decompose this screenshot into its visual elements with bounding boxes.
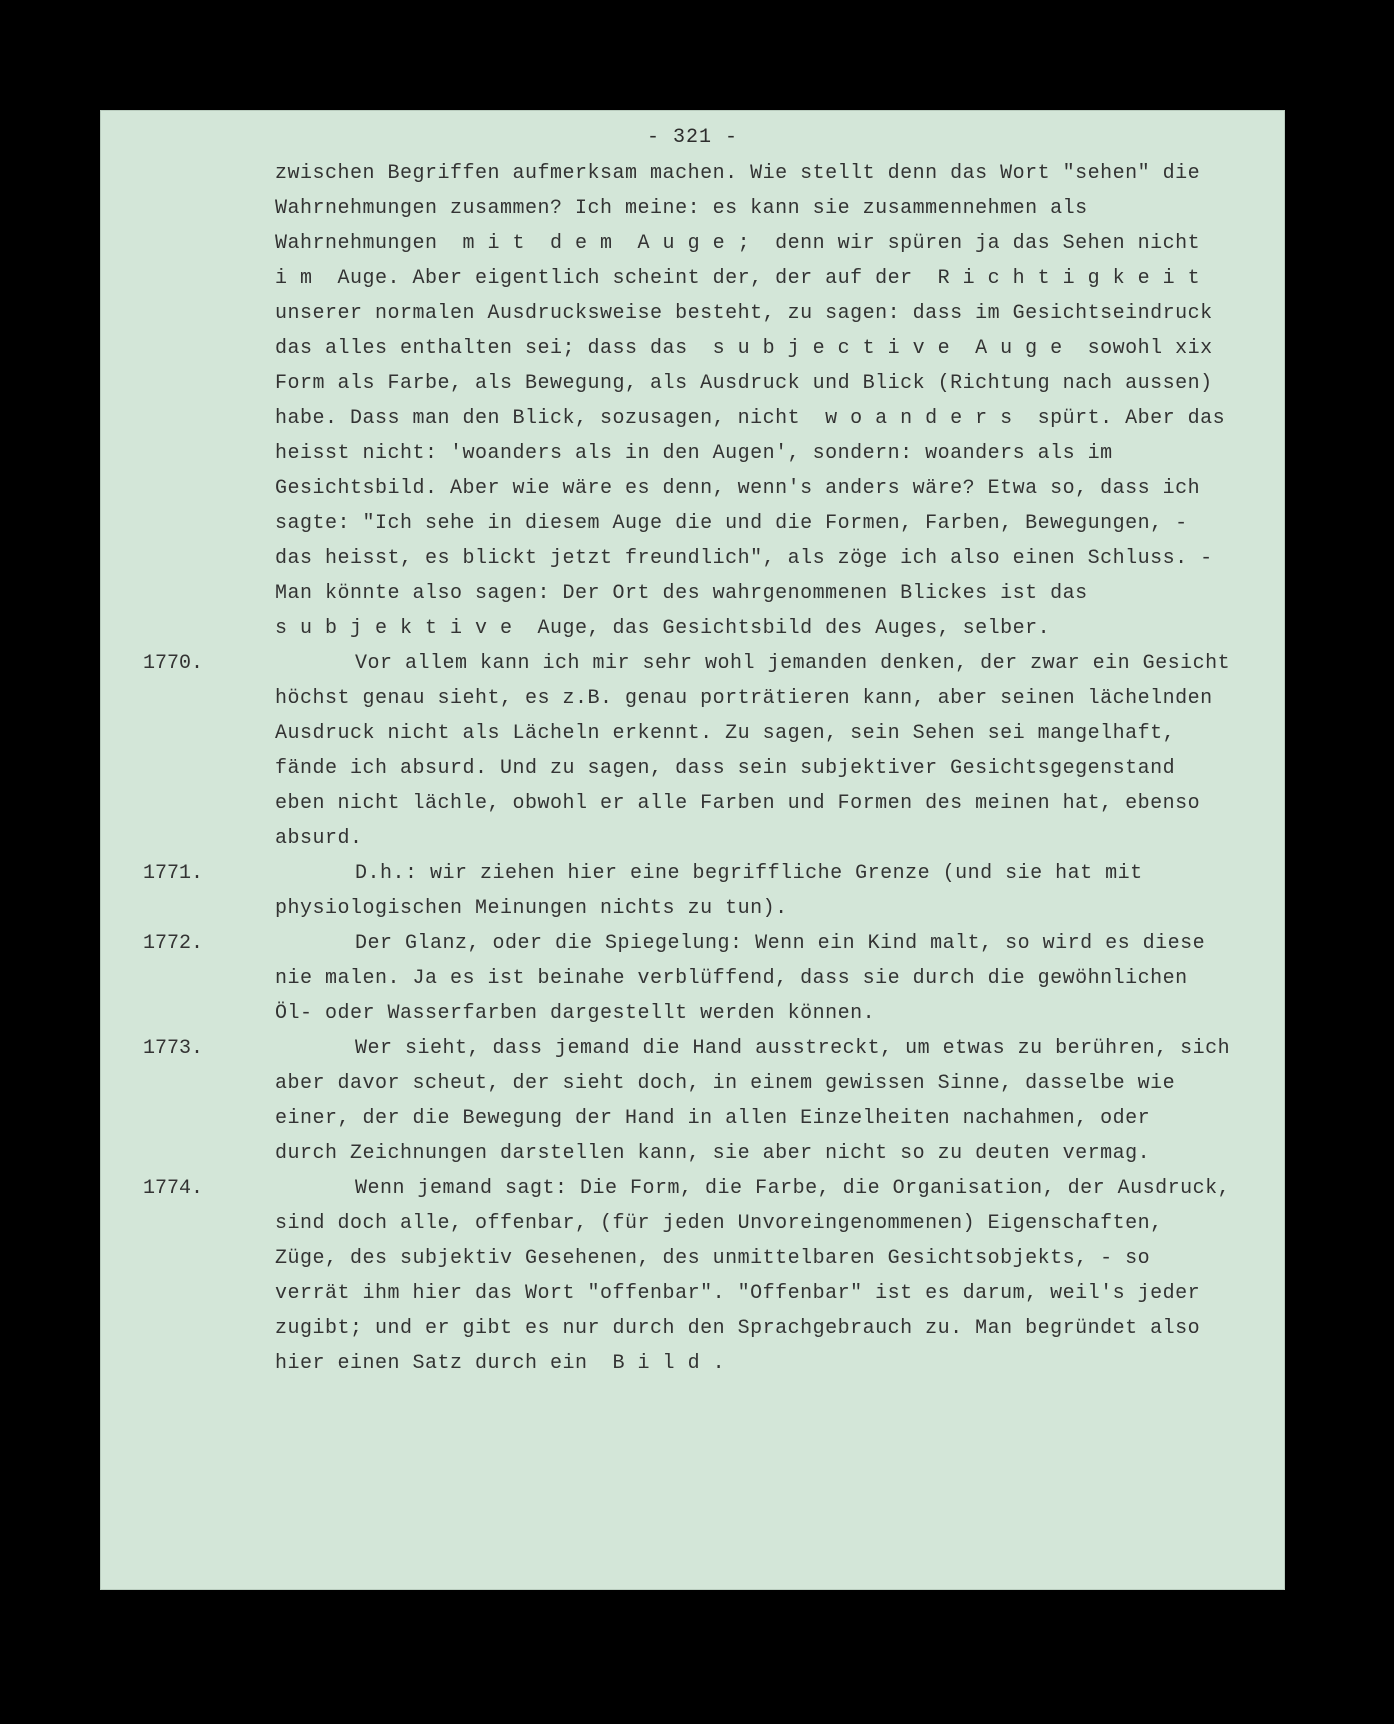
text-line: Wer sieht, dass jemand die Hand ausstreckt, um etwas zu berühren, sich	[355, 1037, 1231, 1060]
text-line: Wahrnehmungen zusammen? Ich meine: es kann sie zusammennehmen als	[275, 197, 1088, 220]
text-line: habe. Dass man den Blick, sozusagen, nicht w o a n d e r s spürt. Aber das	[275, 407, 1226, 430]
text-line: Form als Farbe, als Bewegung, als Ausdruck und Blick (Richtung nach aussen)	[275, 372, 1213, 395]
text-line: heisst nicht: 'woanders als in den Augen', sondern: woanders als im	[275, 442, 1113, 465]
text-line: fände ich absurd. Und zu sagen, dass sein subjektiver Gesichtsgegenstand	[275, 757, 1176, 780]
text-line: das alles enthalten sei; dass das s u b j e c t i v e A u g e sowohl xix	[275, 337, 1213, 360]
remark-number: 1773.	[143, 1037, 204, 1060]
text-line: verrät ihm hier das Wort "offenbar". "Offenbar" ist es darum, weil's jeder	[275, 1282, 1201, 1305]
text-line: D.h.: wir ziehen hier eine begriffliche Grenze (und sie hat mit	[355, 862, 1143, 885]
typescript-page	[100, 110, 1285, 1590]
page-number: - 321 -	[646, 126, 738, 149]
remark-number: 1772.	[143, 932, 204, 955]
text-line: Ausdruck nicht als Lächeln erkennt. Zu sagen, sein Sehen sei mangelhaft,	[275, 722, 1176, 745]
text-line: Öl- oder Wasserfarben dargestellt werden können.	[275, 1002, 876, 1025]
text-line: Wenn jemand sagt: Die Form, die Farbe, die Organisation, der Ausdruck,	[355, 1177, 1231, 1200]
text-line: aber davor scheut, der sieht doch, in einem gewissen Sinne, dasselbe wie	[275, 1072, 1176, 1095]
text-line: Wahrnehmungen m i t d e m A u g e ; denn wir spüren ja das Sehen nicht	[275, 232, 1201, 255]
text-line: unserer normalen Ausdrucksweise besteht, zu sagen: dass im Gesichtseindruck	[275, 302, 1213, 325]
text-line: Der Glanz, oder die Spiegelung: Wenn ein Kind malt, so wird es diese	[355, 932, 1206, 955]
text-line: durch Zeichnungen darstellen kann, sie aber nicht so zu deuten vermag.	[275, 1142, 1151, 1165]
text-line: zwischen Begriffen aufmerksam machen. Wie stellt denn das Wort "sehen" die	[275, 162, 1201, 185]
text-line: sagte: "Ich sehe in diesem Auge die und die Formen, Farben, Bewegungen, -	[275, 512, 1188, 535]
text-line: Vor allem kann ich mir sehr wohl jemanden denken, der zwar ein Gesicht	[355, 652, 1231, 675]
text-line: Gesichtsbild. Aber wie wäre es denn, wenn's anders wäre? Etwa so, dass ich	[275, 477, 1201, 500]
remark-number: 1774.	[143, 1177, 204, 1200]
text-line: einer, der die Bewegung der Hand in allen Einzelheiten nachahmen, oder	[275, 1107, 1151, 1130]
text-line: eben nicht lächle, obwohl er alle Farben und Formen des meinen hat, ebenso	[275, 792, 1201, 815]
text-line: höchst genau sieht, es z.B. genau porträtieren kann, aber seinen lächelnden	[275, 687, 1213, 710]
remark-number: 1771.	[143, 862, 204, 885]
text-line: physiologischen Meinungen nichts zu tun).	[275, 897, 788, 920]
text-line: i m Auge. Aber eigentlich scheint der, der auf der R i c h t i g k e i t	[275, 267, 1201, 290]
text-line: s u b j e k t i v e Auge, das Gesichtsbild des Auges, selber.	[275, 617, 1051, 640]
remark-number: 1770.	[143, 652, 204, 675]
text-line: Man könnte also sagen: Der Ort des wahrgenommenen Blickes ist das	[275, 582, 1088, 605]
text-line: sind doch alle, offenbar, (für jeden Unvoreingenommenen) Eigenschaften,	[275, 1212, 1163, 1235]
text-line: Züge, des subjektiv Gesehenen, des unmittelbaren Gesichtsobjekts, - so	[275, 1247, 1151, 1270]
text-line: das heisst, es blickt jetzt freundlich", als zöge ich also einen Schluss. -	[275, 547, 1213, 570]
text-line: absurd.	[275, 827, 363, 850]
text-line: hier einen Satz durch ein B i l d .	[275, 1352, 726, 1375]
text-line: nie malen. Ja es ist beinahe verblüffend, dass sie durch die gewöhnlichen	[275, 967, 1188, 990]
text-line: zugibt; und er gibt es nur durch den Sprachgebrauch zu. Man begründet also	[275, 1317, 1201, 1340]
